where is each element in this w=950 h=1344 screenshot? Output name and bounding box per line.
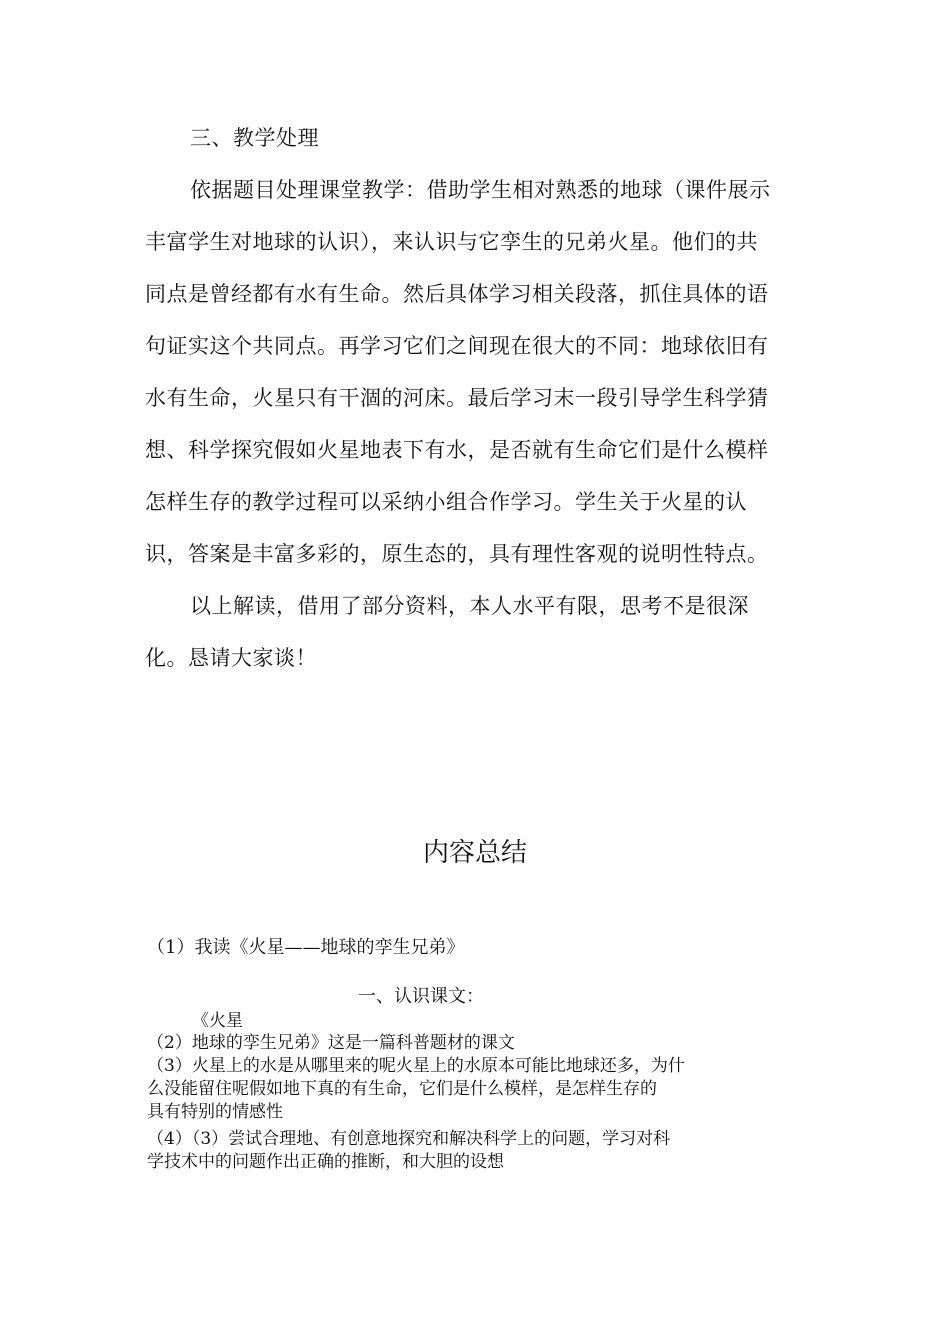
paragraph-line: 化。恳请大家谈！ [145,646,317,670]
summary-line: 具有特别的情感性 [147,1102,283,1122]
summary-line: 《火星 [192,1011,243,1031]
summary-item: （1）我读《火星——地球的孪生兄弟》 [147,937,465,958]
summary-line: （4）（3）尝试合理地、有创意地探究和解决科学上的问题，学习对科 [147,1129,671,1149]
paragraph-line: 丰富学生对地球的认识），来认识与它孪生的兄弟火星。他们的共 [145,230,758,254]
summary-line: （2）地球的孪生兄弟》这是一篇科普题材的课文 [147,1033,515,1053]
summary-subheading: 一、认识课文： [358,986,484,1007]
paragraph-line: 句证实这个共同点。再学习它们之间现在很大的不同：地球依旧有 [145,334,769,358]
paragraph-line: 水有生命，火星只有干涸的河床。最后学习末一段引导学生科学猜 [145,386,769,410]
paragraph-line: 依据题目处理课堂教学：借助学生相对熟悉的地球（课件展示 [190,178,771,202]
paragraph-line: 想、科学探究假如火星地表下有水，是否就有生命它们是什么模样 [145,438,769,462]
summary-line: （3）火星上的水是从哪里来的呢火星上的水原本可能比地球还多，为什 [147,1056,685,1076]
summary-line: 学技术中的问题作出正确的推断，和大胆的设想 [147,1152,504,1172]
summary-title: 内容总结 [422,838,527,868]
paragraph-line: 同点是曾经都有水有生命。然后具体学习相关段落，抓住具体的语 [145,282,769,306]
section-heading: 三、教学处理 [190,126,319,150]
paragraph-line: 怎样生存的教学过程可以采纳小组合作学习。学生关于火星的认 [145,490,747,514]
paragraph-line: 以上解读，借用了部分资料，本人水平有限，思考不是很深 [190,594,749,618]
summary-line: 么没能留住呢假如地下真的有生命，它们是什么模样，是怎样生存的 [147,1079,657,1099]
paragraph-line: 识，答案是丰富多彩的，原生态的，具有理性客观的说明性特点。 [145,542,769,566]
